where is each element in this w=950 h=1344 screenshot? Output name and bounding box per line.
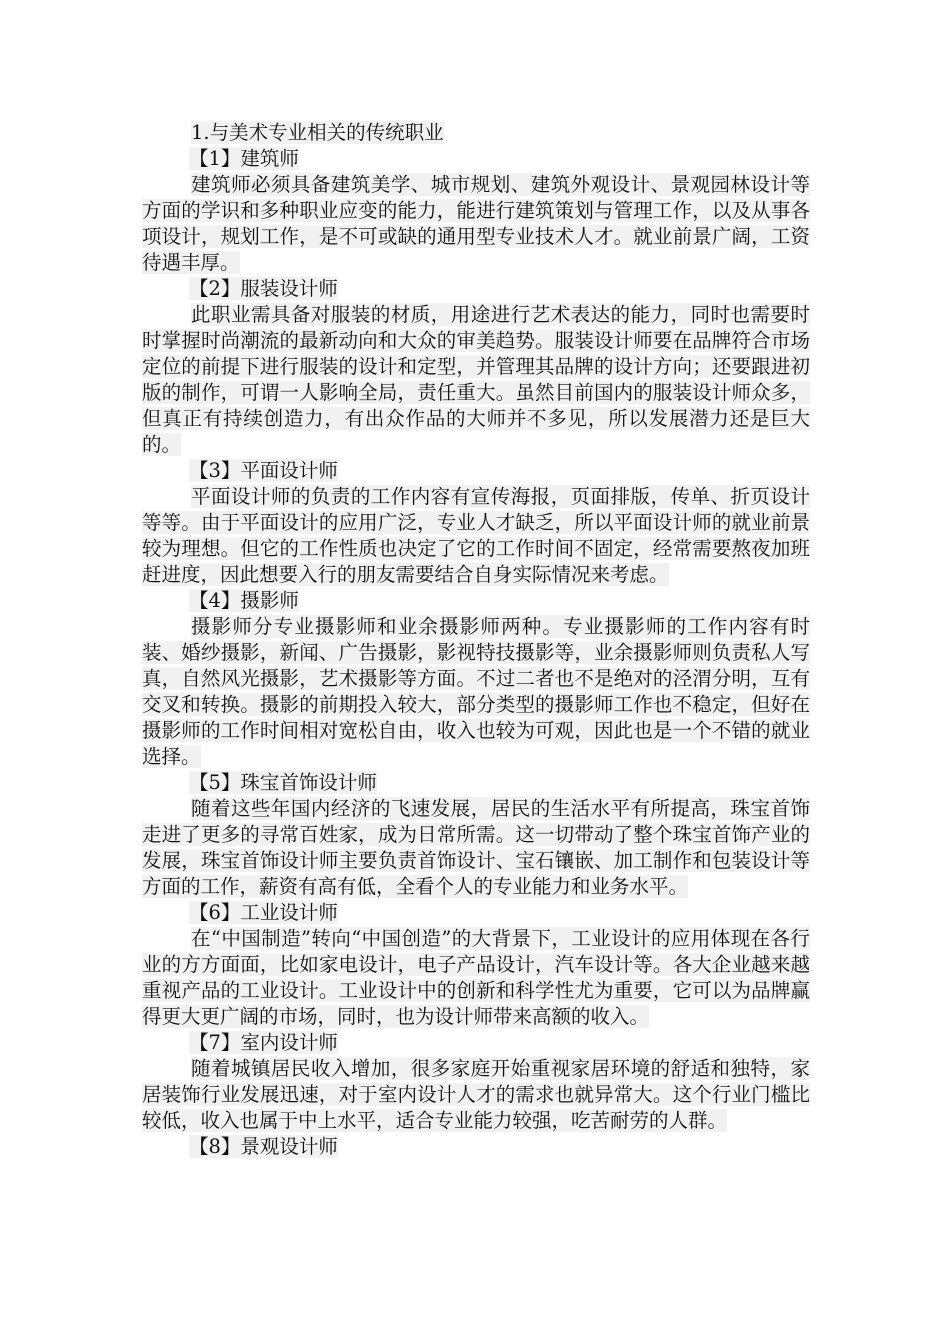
item-heading-architect: 【1】建筑师 (189, 147, 299, 170)
item-paragraph-jewelry-designer: 随着这些年国内经济的飞速发展，居民的生活水平有所提高，珠宝首饰走进了更多的寻常百姓家，成为日常所需。这一切带动了整个珠宝首饰产业的发展，珠宝首饰设计师主要负责首饰设计、宝石镶嵌、加工制作和包装设计等方面的工作，薪资有高有低，全看个人的专业能力和业务水平。 (142, 797, 810, 898)
item-paragraph-graphic-designer: 平面设计师的负责的工作内容有宣传海报，页面排版，传单、折页设计等等。由于平面设计的应用广泛，专业人才缺乏，所以平面设计师的就业前景较为理想。但它的工作性质也决定了它的工作时间不固定，经常需要熬夜加班赶进度，因此想要入行的朋友需要结合自身实际情况来考虑。 (142, 485, 810, 586)
item-heading-photographer: 【4】摄影师 (189, 589, 299, 612)
section-title: 1.与美术专业相关的传统职业 (191, 121, 444, 144)
item-heading-industrial-designer: 【6】工业设计师 (189, 901, 338, 924)
item-heading-interior-designer: 【7】室内设计师 (189, 1031, 338, 1054)
item-paragraph-interior-designer: 随着城镇居民收入增加，很多家庭开始重视家居环境的舒适和独特，家居装饰行业发展迅速，对于室内设计人才的需求也就异常大。这个行业门槛比较低，收入也属于中上水平，适合专业能力较强，吃苦耐劳的人群。 (142, 1057, 810, 1132)
item-heading-jewelry-designer: 【5】珠宝首饰设计师 (189, 771, 377, 794)
document-page (142, 120, 810, 1160)
item-heading-fashion-designer: 【2】服装设计师 (189, 277, 338, 300)
item-paragraph-architect: 建筑师必须具备建筑美学、城市规划、建筑外观设计、景观园林设计等方面的学识和多种职业应变的能力，能进行建筑策划与管理工作，以及从事各项设计，规划工作，是不可或缺的通用型专业技术人才。就业前景广阔，工资待遇丰厚。 (142, 173, 810, 274)
item-paragraph-fashion-designer: 此职业需具备对服装的材质，用途进行艺术表达的能力，同时也需要时时掌握时尚潮流的最新动向和大众的审美趋势。服装设计师要在品牌符合市场定位的前提下进行服装的设计和定型，并管理其品牌的设计方向；还要跟进初版的制作，可谓一人影响全局，责任重大。虽然目前国内的服装设计师众多，但真正有持续创造力，有出众作品的大师并不多见，所以发展潜力还是巨大的。 (142, 303, 810, 456)
item-heading-landscape-designer: 【8】景观设计师 (189, 1135, 338, 1158)
item-paragraph-photographer: 摄影师分专业摄影师和业余摄影师两种。专业摄影师的工作内容有时装、婚纱摄影，新闻、广告摄影，影视特技摄影等，业余摄影师则负责私人写真，自然风光摄影，艺术摄影等方面。不过二者也不是绝对的泾渭分明，互有交叉和转换。摄影的前期投入较大，部分类型的摄影师工作也不稳定，但好在摄影师的工作时间相对宽松自由，收入也较为可观，因此也是一个不错的就业选择。 (142, 615, 810, 768)
item-paragraph-industrial-designer: 在“中国制造”转向“中国创造”的大背景下，工业设计的应用体现在各行业的方方面面，比如家电设计，电子产品设计，汽车设计等。各大企业越来越重视产品的工业设计。工业设计中的创新和科学性尤为重要，它可以为品牌赢得更大更广阔的市场，同时，也为设计师带来高额的收入。 (142, 927, 810, 1028)
item-heading-graphic-designer: 【3】平面设计师 (189, 459, 338, 482)
